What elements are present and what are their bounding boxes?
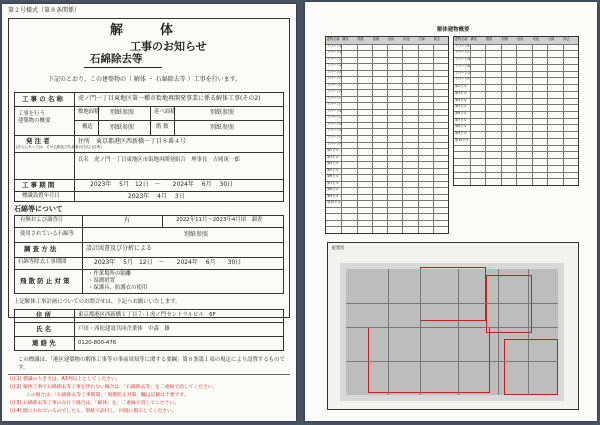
table-header-cell: 除去 xyxy=(433,37,441,41)
site-area-label: 敷地面積 xyxy=(78,109,100,115)
footnote-4: (注3) 石綿除去等工事のみ行う場合は、「解体」を、二重線で消してください。 xyxy=(10,401,180,406)
table-row-label: アパートN xyxy=(327,128,342,133)
table-header-cell: 石綿 xyxy=(548,37,555,41)
table-row-label: 第5ビル xyxy=(327,167,339,172)
plan-line xyxy=(420,269,421,395)
table-header-cell: 除去 xyxy=(563,37,570,41)
table-header-cell: 石綿 xyxy=(418,37,425,41)
period-value: 2023年 5月 12日 ～ 2024年 6月 30日 xyxy=(90,181,234,188)
project-name-label: 工 事 の 名 称 xyxy=(22,95,63,103)
table-row-label: アパートN xyxy=(455,63,470,68)
table-row-label: アパートM xyxy=(327,121,343,126)
table-col-line xyxy=(402,37,403,233)
form-number: 第２号様式（第８条関係） xyxy=(8,7,81,14)
orderer-label: 発 注 者 xyxy=(26,137,50,145)
table-row-label: アパートI xyxy=(327,95,341,100)
table-row-label: アパートO xyxy=(455,70,471,75)
legal-note: この標識は、「港区建築物の解体工事等の事前周知等に関する要綱」第８条第１項の規定により設置するものです。 xyxy=(18,357,285,371)
building-table-left xyxy=(325,36,449,234)
intro-text: 下記のとおり、この建築物の（ 解体 ・ 石綿除去等 ）工事を行います。 xyxy=(48,76,242,83)
building-label: 工事を行う xyxy=(18,111,45,117)
table-row-label: 第7ビル xyxy=(455,117,467,122)
table-col-line xyxy=(387,37,388,233)
title-underline xyxy=(84,67,162,68)
plan-line xyxy=(458,269,459,395)
plan-line xyxy=(388,269,389,395)
table-row-label: アパートJ xyxy=(327,102,341,107)
sign-date-label: 標識設置年月日 xyxy=(22,193,60,199)
footnote-5: (注4) 既にわれているのでしたら、別紙で添付し、同様に掲示してください。 xyxy=(10,409,177,414)
contact-name-label: 氏 名 xyxy=(36,325,52,333)
table-row-label: 第3ビル xyxy=(455,90,467,95)
orderer-note: (法人にあっては、その名称及び代表者の氏名) (住所) xyxy=(16,145,102,149)
highlight-block-4 xyxy=(504,339,558,395)
measures-label: 飛 散 防 止 対 策 xyxy=(20,277,70,285)
table-row-label: アパートH xyxy=(327,89,342,94)
footnote-1: (注1) 標識の大きさは、A3判以上としてください。 xyxy=(10,377,121,382)
table-col-line xyxy=(485,37,486,185)
table-col-line xyxy=(357,37,358,233)
table-row-label: アパートG xyxy=(327,82,342,87)
contact-address-value: 東京都港区西新橋１丁目７-１虎ノ門セントラルビル 6F xyxy=(78,312,216,318)
footnote-3: この場合は、「石綿除去等工事期間」「飛散防止対策」欄は記載は不要です。 xyxy=(10,393,189,398)
removal-period-label: 石綿等除去工事期間 xyxy=(18,259,67,265)
table-row-label: 第7ビル xyxy=(327,180,339,185)
table-header-cell: 用途 xyxy=(532,37,539,41)
table-row-label: アパートE xyxy=(327,69,342,74)
survey-method-label: 調 査 方 法 xyxy=(24,245,57,253)
table-row-label: 第6ビル xyxy=(455,111,467,115)
floors-value: 別紙参照 xyxy=(210,124,235,131)
measure-2: ・湿潤措置 xyxy=(88,278,115,284)
title-asbestos: 石綿除去等 xyxy=(90,53,143,65)
table-header-cell: 延床 xyxy=(517,37,524,41)
table-row-label: 第9ビル xyxy=(327,193,339,198)
table-col-line xyxy=(501,37,502,185)
table-col-line xyxy=(433,37,434,233)
table-header-cell: 面積 xyxy=(372,37,380,41)
building-table-right xyxy=(453,36,579,186)
table-row-label: アパートM xyxy=(455,57,471,62)
floors-label: 階 数 xyxy=(156,124,169,130)
table-row-label: アパートK xyxy=(455,43,470,48)
table-title: 解体建物概要 xyxy=(437,27,470,33)
table-row-label: アパートO xyxy=(327,135,343,139)
plan-line xyxy=(346,303,558,304)
sign-date-value: 2023年 4月 3日 xyxy=(128,193,185,200)
footnote-2: (注2) 解体工事で石綿除去等工事を伴わない場合は、「石綿除去等」を二重線で消してください。 xyxy=(10,385,218,390)
asbestos-location-label: 使用されている石綿等 xyxy=(20,231,74,237)
plan-line xyxy=(346,327,558,328)
table-row-label: 第5ビル xyxy=(455,104,467,109)
contact-name-value: 戸田・西松建設共同企業体 中森 雄 xyxy=(78,326,170,332)
building-label-2: 建築物の概要 xyxy=(18,118,51,124)
table-header-cell: 延床 xyxy=(388,37,395,41)
notice-sheet xyxy=(2,4,296,421)
table-header-cell: 階数 xyxy=(486,37,493,41)
table-row-label: アパートL xyxy=(327,115,342,120)
period-label: 工 事 期 間 xyxy=(22,181,55,189)
table-header-cell: 構造 xyxy=(342,37,349,41)
structure-label: 構造 xyxy=(82,124,93,130)
orderer-name: 氏名 虎ノ門一丁目東地区市街地再開発組合 理事長 吉岡庚一郎 xyxy=(78,157,240,163)
title-demolition: 解 体 xyxy=(110,23,186,38)
table-row-label: アパートD xyxy=(327,63,342,68)
removal-period-value: 2023年 5月 12日 ～ 2024年 6月 30日 xyxy=(94,259,242,266)
table-header-cell: 面積 xyxy=(501,37,508,41)
asbestos-location-value: 別紙参照 xyxy=(184,231,209,238)
table-row-label: アパートB xyxy=(327,50,342,55)
table-col-line xyxy=(516,37,517,185)
contact-intro: 上記解体工事計画についてのお問合せは、下記へお願いいたします。 xyxy=(14,299,181,305)
table-row-label: 第2ビル xyxy=(327,148,339,153)
site-plan xyxy=(327,242,579,410)
presence-value: 有 xyxy=(124,217,131,224)
table-col-line xyxy=(372,37,373,233)
table-row-label: 第8ビル xyxy=(327,187,339,192)
table-col-line xyxy=(563,37,564,185)
plan-line xyxy=(346,361,558,362)
table-row-label: 第10ビル xyxy=(455,137,469,142)
table-header-cell: 建物名称 xyxy=(455,37,468,41)
title-notice: 工事のお知らせ xyxy=(130,40,207,53)
table-row-label: 第4ビル xyxy=(455,97,467,102)
survey-method-value: 設計図書及び分析による xyxy=(86,245,153,252)
table-row-label: アパートP xyxy=(327,141,342,146)
structure-value: 別紙参照 xyxy=(110,124,135,131)
plan-line xyxy=(498,269,499,395)
survey-date: 2022年11月～2023年4月頃 調査 xyxy=(176,217,263,223)
table-header-cell: 建物名称 xyxy=(327,37,340,41)
table-row-label: 第8ビル xyxy=(455,124,467,129)
asbestos-section-title: 石綿等について xyxy=(14,205,63,213)
table-col-line xyxy=(532,37,533,185)
highlight-block-3 xyxy=(368,327,490,393)
table-col-line xyxy=(418,37,419,233)
contact-phone-value: 0120-800-476 xyxy=(78,340,117,346)
table-header-cell: 階数 xyxy=(357,37,364,41)
table-row-label: アパートA xyxy=(327,43,342,48)
table-row-label: 第6ビル xyxy=(327,174,339,179)
orderer-address: 住所 東京都港区西新橋一丁目８番４号 xyxy=(78,138,187,145)
table-row-label: 第9ビル xyxy=(455,131,467,136)
table-row-label: アパートL xyxy=(455,50,470,55)
site-plan-label: 配置図 xyxy=(332,245,344,250)
table-row-label: アパートK xyxy=(327,108,342,113)
table-row-label: 第4ビル xyxy=(327,161,339,166)
measure-1: ・作業場所の隔離 xyxy=(88,271,132,277)
attachment-sheet xyxy=(305,2,597,421)
table-header-cell: 構造 xyxy=(470,37,477,41)
plan-line xyxy=(528,269,529,395)
contact-phone-label: 連 絡 先 xyxy=(32,339,56,347)
floor-area-value: 別紙参照 xyxy=(210,109,235,116)
site-area-value: 別紙参照 xyxy=(110,109,135,116)
contact-address-label: 住 所 xyxy=(36,311,52,319)
table-row-label: アパートF xyxy=(327,76,342,81)
table-header-cell: 用途 xyxy=(403,37,410,41)
highlight-block-2 xyxy=(486,275,532,333)
highlight-block-1 xyxy=(420,267,486,321)
table-col-line xyxy=(547,37,548,185)
floor-area-label: 延べ面積 xyxy=(154,109,176,115)
measure-3: ・保護具、防護衣の使用 xyxy=(88,285,148,291)
project-name-value: 虎ノ門一丁目東地区第一種市街地再開発事業に係る解体工事(その2) xyxy=(78,95,261,102)
table-row-label: アパートC xyxy=(327,56,342,61)
presence-label: 有無および調査日 xyxy=(20,217,64,223)
table-row-label: 第10ビル xyxy=(327,200,341,205)
table-row-label: アパートP xyxy=(455,77,470,82)
table-row-label: 第2ビル xyxy=(455,84,467,89)
table-row-label: 第3ビル xyxy=(327,154,339,159)
